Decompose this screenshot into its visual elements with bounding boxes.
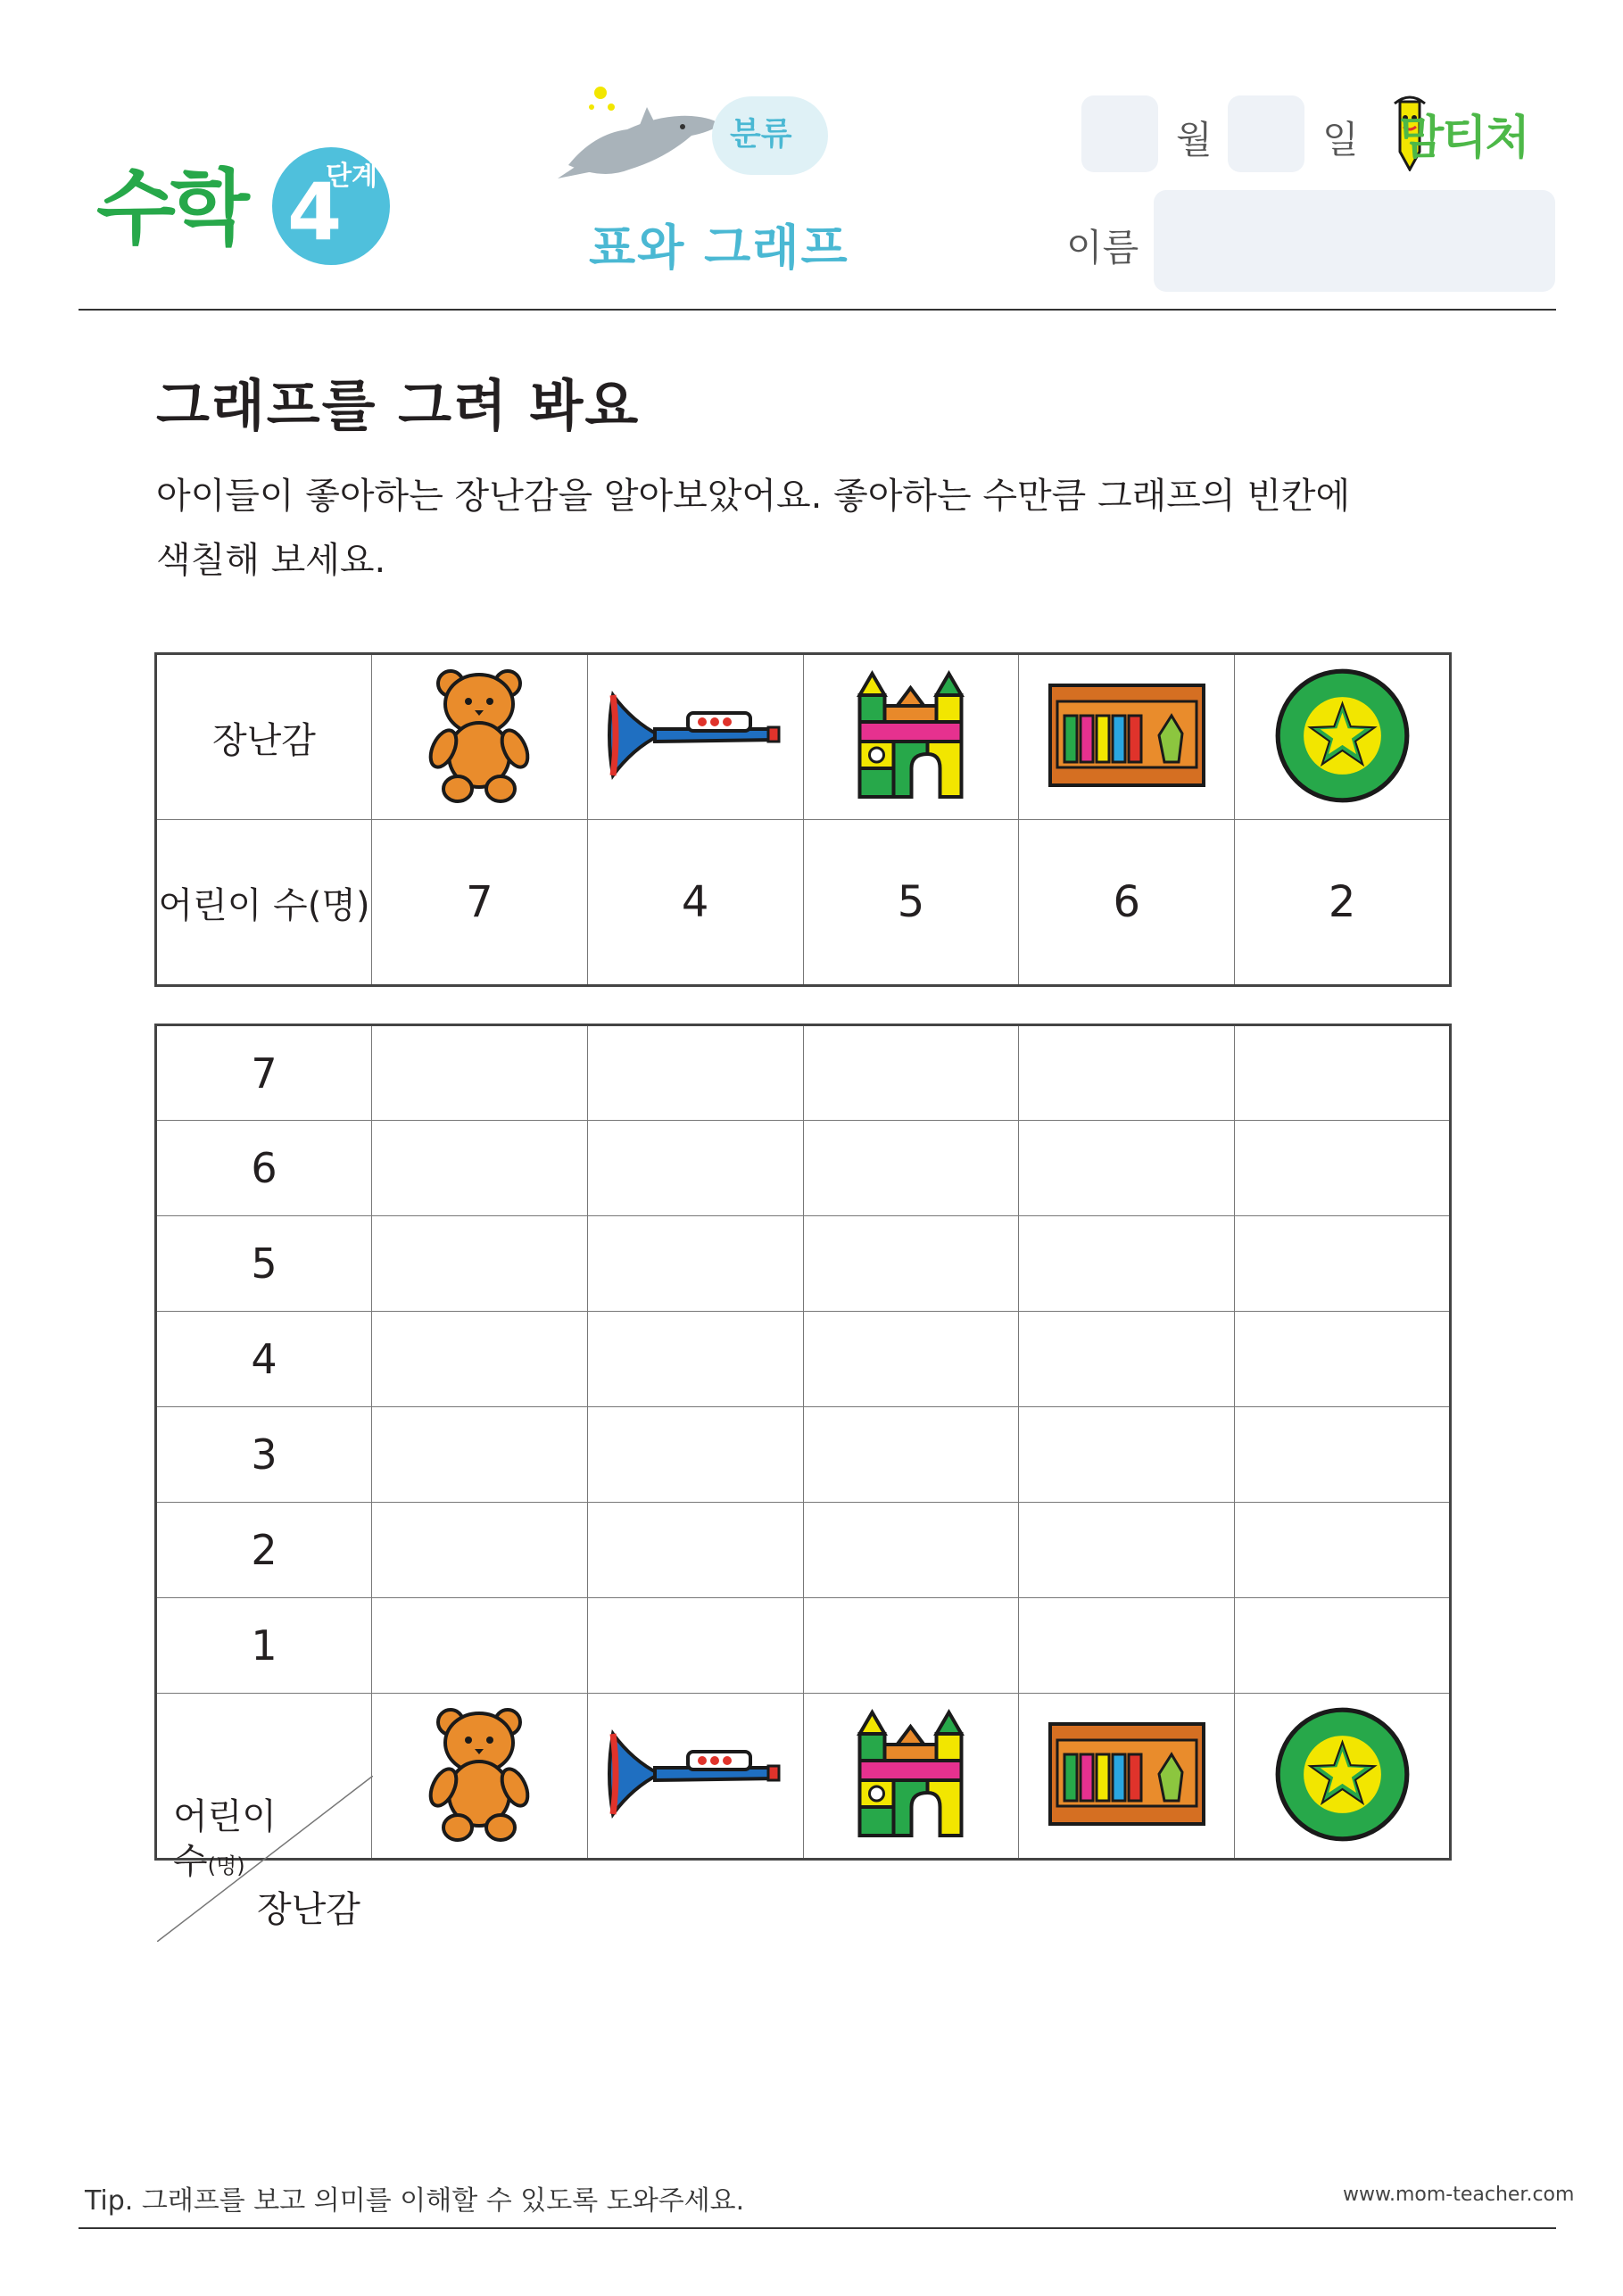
- instructions-line-1: 아이들이 좋아하는 장난감을 알아보았어요. 좋아하는 수만큼 그래프의 빈칸에: [156, 476, 1351, 517]
- worksheet-title: 그래프를 그려 봐요: [156, 373, 641, 438]
- footer-url: www.mom-teacher.com: [1343, 2184, 1575, 2206]
- trumpet-icon: [606, 686, 784, 784]
- graph-cell[interactable]: [1019, 1407, 1235, 1503]
- count-value: 2: [1235, 820, 1451, 986]
- y-tick-label: 2: [156, 1503, 372, 1598]
- graph-cell[interactable]: [372, 1407, 588, 1503]
- teddy-bear-icon: [421, 664, 537, 807]
- graph-cell[interactable]: [1235, 1216, 1451, 1312]
- graph-row: [156, 1598, 1451, 1694]
- graph-cell[interactable]: [372, 1121, 588, 1216]
- graph-toy-cell: [372, 1694, 588, 1860]
- topic-title: 표와 그래프: [589, 220, 849, 276]
- footer-divider: [79, 2227, 1556, 2229]
- graph-cell[interactable]: [372, 1503, 588, 1598]
- y-tick-label: 7: [156, 1025, 372, 1121]
- crayons-icon: [1047, 682, 1207, 789]
- step-number: 4: [287, 166, 343, 258]
- graph-cell[interactable]: [587, 1598, 803, 1694]
- brand-logo: 맘티처: [1399, 112, 1528, 165]
- step-label: 단계: [326, 161, 377, 192]
- graph-cell[interactable]: [587, 1121, 803, 1216]
- name-label: 이름: [1066, 226, 1139, 269]
- graph-cell[interactable]: [1019, 1121, 1235, 1216]
- count-value: 7: [372, 820, 588, 986]
- graph-toy-cell: [803, 1694, 1019, 1860]
- toy-cell: [803, 654, 1019, 820]
- graph-grid: [154, 1024, 1452, 1930]
- ball-icon: [1273, 1705, 1412, 1844]
- graph-row: [156, 1121, 1451, 1216]
- graph-toy-cell: [1235, 1694, 1451, 1860]
- logo-text: 수학: [96, 161, 244, 256]
- graph-cell[interactable]: [587, 1503, 803, 1598]
- y-tick-label: 4: [156, 1312, 372, 1407]
- graph-row: [156, 1216, 1451, 1312]
- graph-cell[interactable]: [372, 1312, 588, 1407]
- day-field[interactable]: [1228, 95, 1304, 172]
- instructions-line-2: 색칠해 보세요.: [156, 540, 386, 581]
- day-label: 일: [1322, 118, 1359, 162]
- toy-cell: [1019, 654, 1235, 820]
- count-value: 6: [1019, 820, 1235, 986]
- graph-cell[interactable]: [803, 1312, 1019, 1407]
- corner-label-top: 어린이: [173, 1796, 277, 1837]
- graph-cell[interactable]: [1235, 1503, 1451, 1598]
- graph-toy-cell: [1019, 1694, 1235, 1860]
- graph-cell[interactable]: [803, 1121, 1019, 1216]
- blocks-icon: [850, 1707, 971, 1841]
- name-field[interactable]: [1154, 190, 1555, 292]
- graph-cell[interactable]: [1019, 1312, 1235, 1407]
- month-field[interactable]: [1081, 95, 1158, 172]
- graph-cell[interactable]: [803, 1598, 1019, 1694]
- corner-label-unit: (명): [207, 1853, 245, 1878]
- toy-cell: [1235, 654, 1451, 820]
- graph-cell[interactable]: [372, 1025, 588, 1121]
- graph-cell[interactable]: [587, 1312, 803, 1407]
- count-value: 4: [587, 820, 803, 986]
- toy-cell: [372, 654, 588, 820]
- month-label: 월: [1176, 118, 1213, 162]
- graph-row: [156, 1312, 1451, 1407]
- toy-cell: [587, 654, 803, 820]
- count-row-label: 어린이 수(명): [156, 820, 372, 986]
- graph-cell[interactable]: [1019, 1216, 1235, 1312]
- graph-cell[interactable]: [803, 1216, 1019, 1312]
- category-label: 분류: [730, 116, 792, 153]
- graph-cell[interactable]: [803, 1503, 1019, 1598]
- graph-row: [156, 1025, 1451, 1121]
- graph-cell[interactable]: [1235, 1407, 1451, 1503]
- graph-cell[interactable]: [1019, 1503, 1235, 1598]
- graph-cell[interactable]: [1235, 1312, 1451, 1407]
- graph-cell[interactable]: [587, 1025, 803, 1121]
- graph-cell[interactable]: [1235, 1598, 1451, 1694]
- graph-row: [156, 1503, 1451, 1598]
- dolphin-icon: [558, 80, 727, 187]
- graph-row: [156, 1407, 1451, 1503]
- graph-cell[interactable]: [372, 1598, 588, 1694]
- toy-row-label: 장난감: [156, 654, 372, 820]
- footer-tip: Tip. 그래프를 보고 의미를 이해할 수 있도록 도와주세요.: [85, 2185, 745, 2217]
- graph-toy-cell: [587, 1694, 803, 1860]
- count-value: 5: [803, 820, 1019, 986]
- graph-cell[interactable]: [1019, 1025, 1235, 1121]
- y-tick-label: 6: [156, 1121, 372, 1216]
- crayons-icon: [1047, 1720, 1207, 1828]
- graph-cell[interactable]: [803, 1407, 1019, 1503]
- y-tick-label: 3: [156, 1407, 372, 1503]
- corner-label-mid: 수: [173, 1841, 208, 1882]
- y-tick-label: 5: [156, 1216, 372, 1312]
- graph-cell[interactable]: [587, 1407, 803, 1503]
- graph-cell[interactable]: [1235, 1121, 1451, 1216]
- graph-cell[interactable]: [1019, 1598, 1235, 1694]
- corner-label-bottom: 장난감: [257, 1889, 360, 1930]
- graph-cell[interactable]: [372, 1216, 588, 1312]
- graph-corner-cell: [156, 1694, 372, 1930]
- blocks-icon: [850, 668, 971, 802]
- data-table: [154, 652, 1452, 987]
- graph-cell[interactable]: [803, 1025, 1019, 1121]
- teddy-bear-icon: [421, 1703, 537, 1845]
- ball-icon: [1273, 667, 1412, 805]
- y-tick-label: 1: [156, 1598, 372, 1694]
- trumpet-icon: [606, 1725, 784, 1823]
- header-divider: [79, 309, 1556, 311]
- graph-cell[interactable]: [587, 1216, 803, 1312]
- graph-cell[interactable]: [1235, 1025, 1451, 1121]
